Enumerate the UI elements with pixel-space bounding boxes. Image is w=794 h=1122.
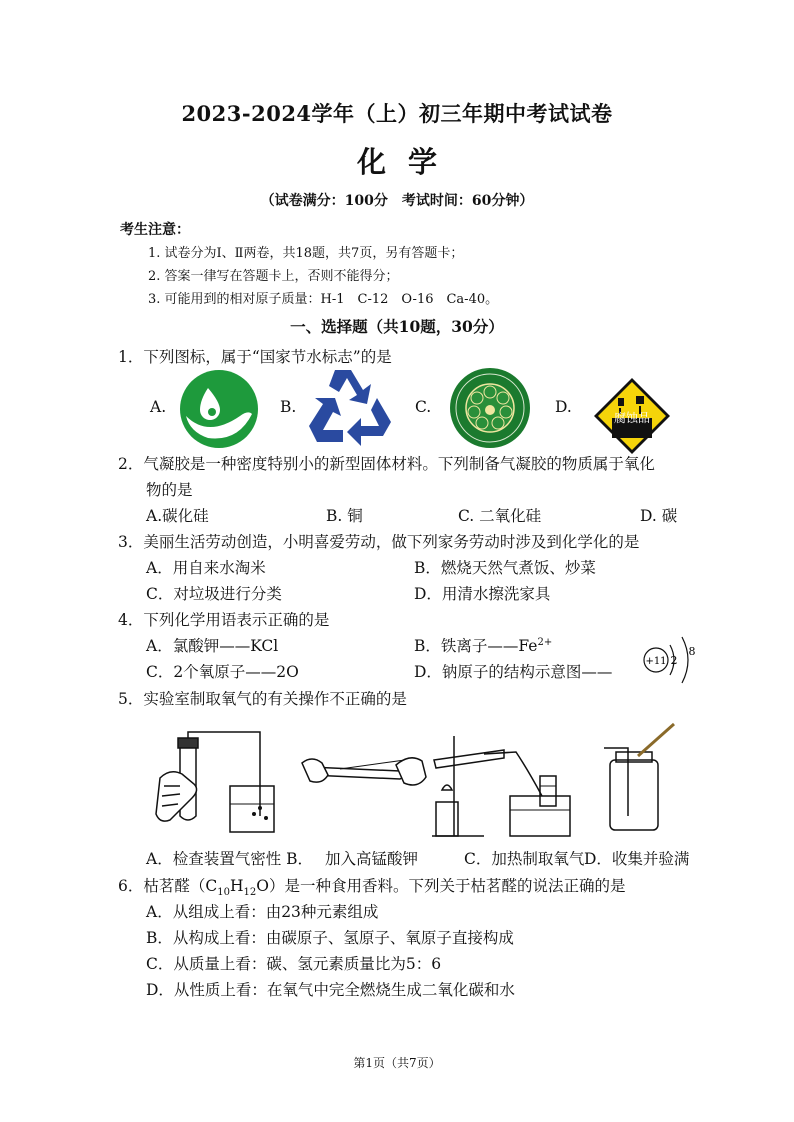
question-1-stem: 1．下列图标，属于“国家节水标志”的是 [118,348,392,366]
q1-label-d: D. [555,398,572,416]
question-2-stem-cont: 物的是 [146,481,193,499]
q3-option-d: D．用清水擦洗家具 [414,585,551,603]
q4-option-b: B．铁离子$——Fe^{2+}$ [414,636,553,655]
sodium-atom-diagram [636,625,702,695]
question-3-stem: 3．美丽生活劳动创造，小明喜爱劳动，做下列家务劳动时涉及到化学化的是 [118,533,640,551]
q2-option-c: C. 二氧化硅 [458,507,542,525]
airtightness-check-illustration [150,728,280,838]
q6-option-c: C．从质量上看：碳、氢元素质量比为5：6 [146,955,442,973]
exam-title: 2023-2024学年（上）初三年期中考试试卷 [181,101,613,126]
q1-label-b: B. [280,398,297,416]
q2-option-a: A.碳化硅 [146,507,209,525]
q6-option-b: B．从构成上看：由碳原子、氢原子、氧原子直接构成 [146,929,514,947]
q1-label-a: A. [150,398,167,416]
water-saving-icon [178,368,260,450]
corrosive-label: 腐蚀品 [614,411,651,425]
q5-option-a: A．检查装置气密性 B． [146,850,314,868]
exam-meta: （试卷满分：100分 考试时间：60分钟） [260,193,534,209]
atom-nucleus: +11 [645,656,667,667]
page-footer: 第1页（共7页） [353,1056,441,1070]
q6-option-d: D．从性质上看：在氧气中完全燃烧生成二氧化碳和水 [146,981,515,999]
q5-option-c: C．加热制取氧气 [464,850,585,868]
notice-item: 3. 可能用到的相对原子质量：H-1 C-12 O-16 Ca-40。 [148,292,499,307]
q4-option-a: A．氯酸钾——KCl [146,637,279,655]
recycle-icon [305,364,397,448]
q5-option-d: D．收集并验满 [584,850,690,868]
collect-oxygen-illustration [598,720,688,835]
q6-option-a: A．从组成上看：由23种元素组成 [146,903,379,921]
subject-title: 化学 [356,145,459,179]
q2-option-b: B. 铜 [326,507,363,525]
question-5-stem: 5．实验室制取氧气的有关操作不正确的是 [118,690,407,708]
add-permanganate-illustration [300,745,430,805]
question-6-stem: 6．枯茗醛$(C_{10}H_{12}O)$是一种食用香料。下列关于枯茗醛的说法正确的是 [118,877,626,899]
section-heading: 一、选择题（共10题，30分） [290,317,504,336]
question-2-stem: 2．气凝胶是一种密度特别小的新型固体材料。下列制备气凝胶的物质属于氧化 [118,455,655,473]
china-environmental-label-icon [448,366,532,450]
q3-option-a: A．用自来水淘米 [146,559,266,577]
atom-shell-1: 2 [670,654,678,667]
q3-option-b: B．燃烧天然气煮饭、炒菜 [414,559,596,577]
q4-option-d: D．钠原子的结构示意图—— [414,663,613,681]
atom-shell-2: 8 [688,645,696,658]
q1-label-c: C. [415,398,432,416]
notice-item: 2. 答案一律写在答题卡上，否则不能得分； [148,269,399,284]
heating-oxygen-illustration [424,730,574,840]
q4-option-c: C．2个氧原子——2O [146,663,299,681]
q3-option-c: C．对垃圾进行分类 [146,585,282,603]
notice-heading: 考生注意： [120,222,190,238]
q5-option-b: 加入高锰酸钾 [325,850,419,868]
q2-option-d: D. 碳 [640,507,678,525]
notice-item: 1. 试卷分为Ⅰ、Ⅱ两卷，共18题，共7页，另有答题卡； [148,246,464,261]
question-4-stem: 4．下列化学用语表示正确的是 [118,611,330,629]
